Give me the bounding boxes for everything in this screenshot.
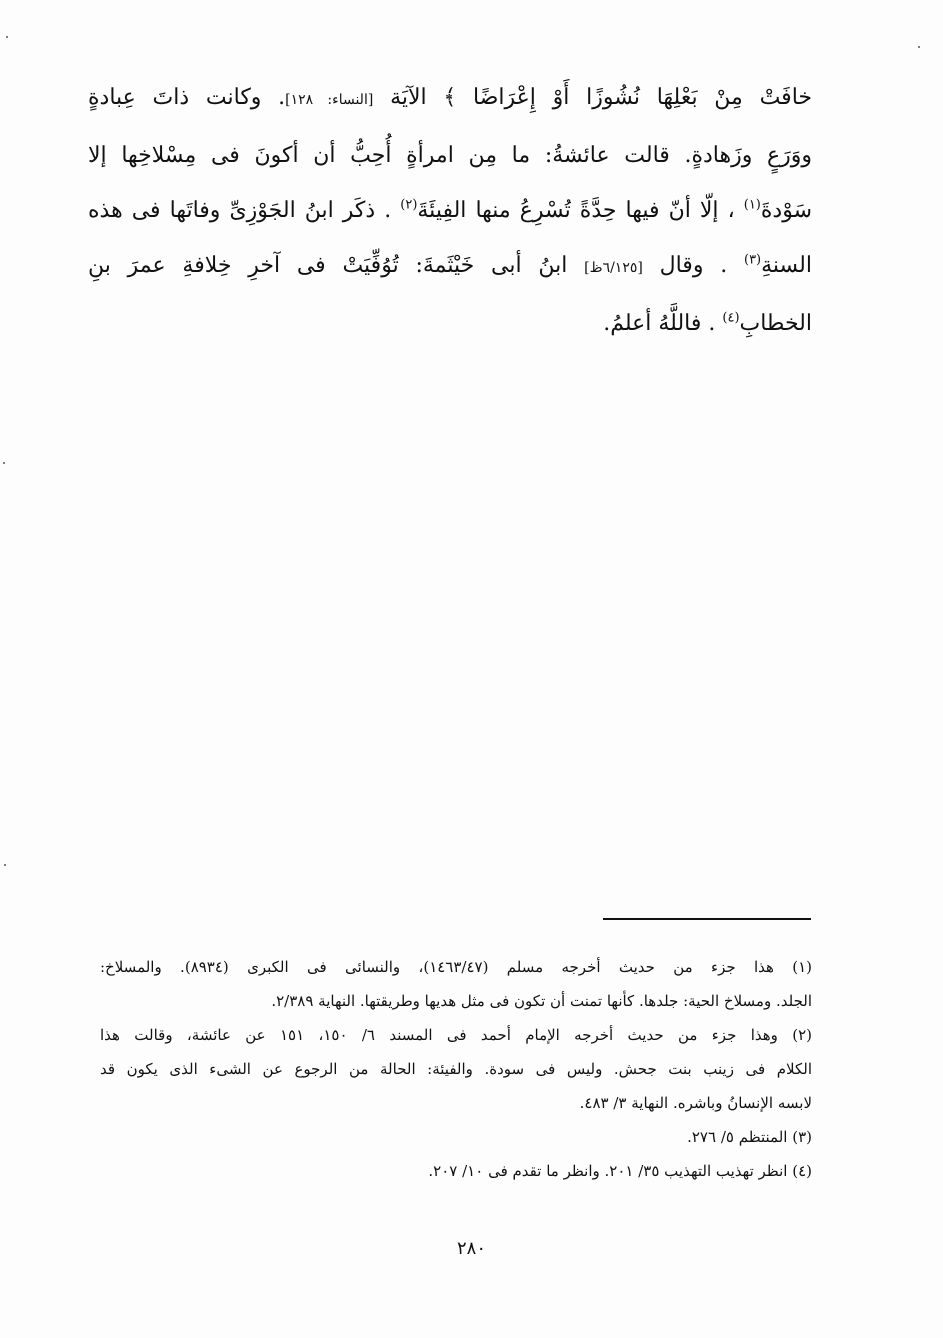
footnote-4: (٤) انظر تهذيب التهذيب ٣٥/ ٢٠١. وانظر ما تقدم فى ١٠/ ٢٠٧. (428, 1162, 812, 1180)
footnote-1-line: الجلد. ومسلاخ الحية: جلدها. كأنها تمنت أن تكون فى مثل هديها وطريقتها. النهاية ٢/٣٨٩. (271, 992, 812, 1010)
text-line: خافَتْ مِنْ بَعْلِهَا نُشُوزًا أَوْ إِعْرَاضًا ﴾ الآيَة [النساء: ١٢٨]. وكانت ذاتَ عِبادةٍ (88, 85, 812, 110)
scan-speck (4, 864, 6, 866)
scan-speck (6, 36, 8, 38)
main-text (88, 70, 812, 351)
footnote-2-line: الكلام فى زينب بنت جحش. وليس فى سودة. والفيئة: الحالة من الرجوع عن الشىء الذى يكون قد (100, 1060, 812, 1078)
scan-speck (918, 46, 920, 48)
manuscript-reference: [٦/١٢٥ظ] (584, 260, 643, 276)
scan-speck (3, 462, 5, 464)
quran-reference: [النساء: ١٢٨] (285, 92, 374, 108)
text-line: سَوْدةَ$^{(١)}$ ، إلّا أنّ فيها حِدَّةً تُسْرِعُ منها الفِيئَةَ$^{(٢)}$ . ذكَر ابنُ الجَوْزِىِّ وفاتَها فى هذه (88, 197, 812, 223)
footnote-3: (٣) المنتظم ٥/ ٢٧٦. (687, 1128, 812, 1146)
footnote-marker: (٣) (743, 252, 762, 268)
page-number: ٢٨٠ (456, 1238, 486, 1259)
footnote-1-line: (١) هذا جزء من حديث أخرجه مسلم (١٤٦٣/٤٧)، والنسائى فى الكبرى (٨٩٣٤). والمسلاخ: (100, 958, 812, 976)
footnote-marker: (١) (743, 197, 761, 213)
footnote-2-line: (٢) وهذا جزء من حديث أخرجه الإمام أحمد فى المسند ٦/ ١٥٠، ١٥١ عن عائشة، وقالت هذا (100, 1026, 812, 1044)
text-line: ووَرَعٍ وزَهادةٍ. قالت عائشةُ: ما مِن امرأةٍ أُحِبُّ أن أكونَ فى مِسْلاخِها إلا (88, 143, 812, 168)
footnote-marker: (٢) (400, 197, 418, 213)
text-line: السنةِ$^{(٣)}$ . وقال [٦/١٢٥ظ] ابنُ أبى خَيْثَمةَ: تُوُفِّيَتْ فى آخرِ خِلافةِ عمرَ بنِ (88, 252, 812, 278)
footnotes (100, 950, 812, 1188)
footnote-2-line: لابسه الإنسانُ وباشره. النهاية ٣/ ٤٨٣. (579, 1094, 812, 1112)
footnote-marker: (٤) (722, 310, 740, 326)
text-line: الخطابِ$^{(٤)}$ . فاللَّهُ أعلمُ. (603, 310, 812, 336)
footnote-separator (603, 918, 811, 920)
